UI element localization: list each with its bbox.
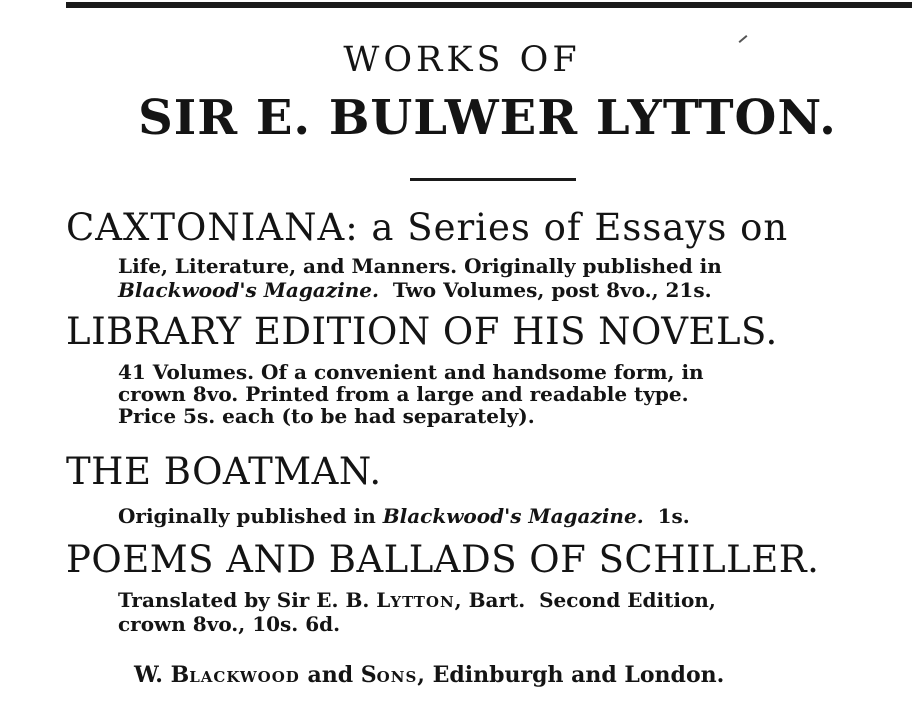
entry-desc-boatman-text: Originally published in [118,504,383,528]
entry-desc-boatman-price: 1s. [643,504,690,528]
entry-desc-schiller-text: Translated by Sir E. B. L [118,588,391,612]
publisher-name-small-caps: LACKWOOD [189,668,300,686]
entry-title-library-edition: LIBRARY EDITION OF HIS NOVELS. [66,310,778,353]
entry-desc-schiller-edition: , Bart. Second Edition, [454,588,716,612]
top-rule [66,2,912,8]
entry-title-boatman: THE BOATMAN. [66,450,382,493]
entry-title-caxtoniana: CAXTONIANA: a Series of Essays on [66,206,789,249]
entry-desc-library-line-3: Price 5s. each (to be had separately). [118,404,535,428]
entry-desc-caxtoniana-line-1: Life, Literature, and Manners. Originally published in [118,254,722,278]
heading-works-of: WORKS OF [343,40,581,80]
publisher-imprint [134,662,724,688]
heading-author: SIR E. BULWER LYTTON. [138,90,837,146]
entry-desc-schiller-line-1 [118,590,716,612]
entry-desc-schiller-line-2: crown 8vo., 10s. 6d. [118,612,341,636]
entry-desc-caxtoniana-price: Two Volumes, post 8vo., 21s. [378,278,712,302]
entry-desc-boatman [118,506,690,526]
publisher-and: and S [299,662,377,688]
author-small-caps: YTTON [390,593,455,611]
magazine-title: Blackwood's Magazine. [382,504,644,528]
publisher-location: , Edinburgh and London. [417,662,725,688]
magazine-title: Blackwood's Magazine. [118,278,379,302]
entry-desc-library-line-2: crown 8vo. Printed from a large and readable type. [118,382,689,406]
entry-desc-caxtoniana-line-2 [118,280,712,300]
entry-title-schiller: POEMS AND BALLADS OF SCHILLER. [66,538,820,581]
heading-divider [410,178,576,181]
publisher-initial: W. B [134,662,190,688]
entry-desc-library-line-1: 41 Volumes. Of a convenient and handsome form, in [118,360,704,384]
publisher-sons-small-caps: ONS [376,668,418,686]
